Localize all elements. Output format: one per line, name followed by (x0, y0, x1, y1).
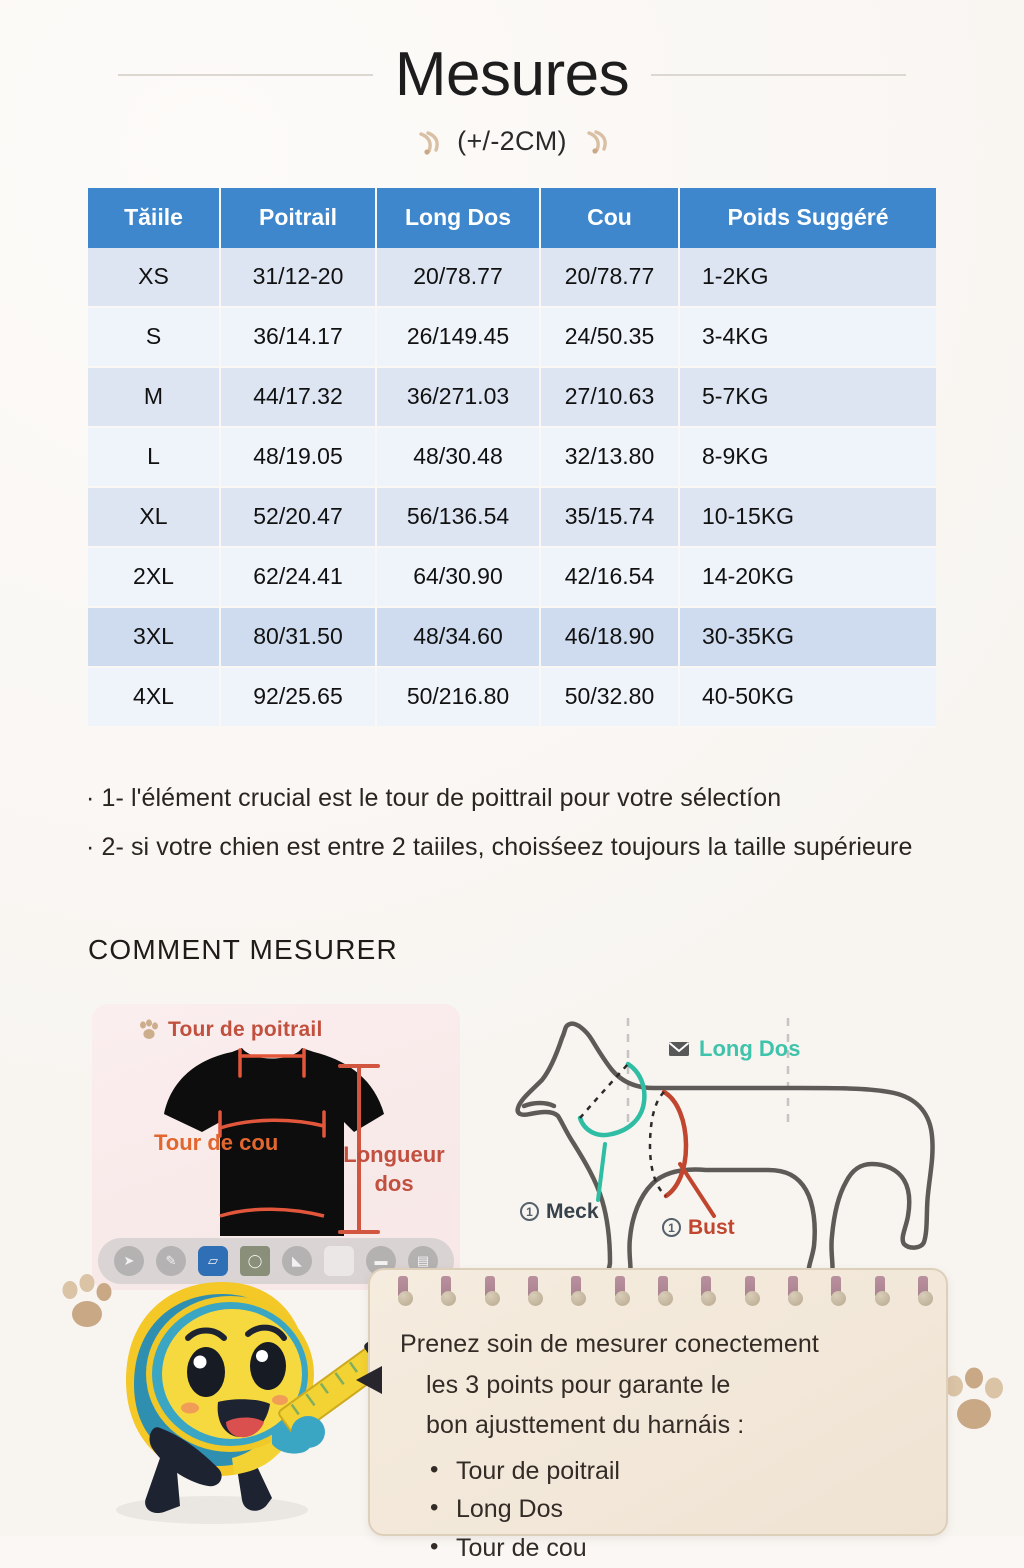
size-table-wrap (88, 188, 936, 728)
col-header-back: Long Dos (376, 188, 540, 248)
col-header-neck: Cou (540, 188, 679, 248)
cell-size: 3XL (88, 607, 220, 667)
cell-back: 50/216.80 (376, 667, 540, 727)
table-header-row (88, 188, 936, 248)
paw-icon (940, 1368, 1010, 1434)
tshirt-diagram (92, 1004, 460, 1290)
cell-size: 4XL (88, 667, 220, 727)
table-row (88, 427, 936, 487)
cell-size: M (88, 367, 220, 427)
col-header-chest: Poitrail (220, 188, 376, 248)
cell-neck: 27/10.63 (540, 367, 679, 427)
swoosh-icon (579, 128, 609, 156)
swoosh-icon (415, 128, 445, 156)
tool-cursor-icon[interactable]: ➤ (114, 1246, 144, 1276)
table-row (88, 607, 936, 667)
cell-chest: 62/24.41 (220, 547, 376, 607)
tshirt-chest-label: Tour de poitrail (168, 1017, 323, 1041)
cell-back: 48/34.60 (376, 607, 540, 667)
cell-back: 26/149.45 (376, 307, 540, 367)
table-row (88, 367, 936, 427)
ring-icon (528, 1276, 538, 1306)
title-rule-right (651, 74, 906, 76)
dog-bust-label-row (662, 1216, 735, 1240)
cell-neck: 42/16.54 (540, 547, 679, 607)
table-row (88, 547, 936, 607)
cell-size: 2XL (88, 547, 220, 607)
table-row (88, 667, 936, 727)
cell-weight: 5-7KG (679, 367, 936, 427)
pencil-icon (356, 1366, 382, 1394)
cell-neck: 50/32.80 (540, 667, 679, 727)
dog-diagram (500, 1004, 964, 1290)
tshirt-neck-label: Tour de cou (154, 1129, 279, 1155)
size-table (88, 188, 936, 728)
tshirt-length-label: Longueur dos (343, 1141, 445, 1197)
list-item: • Tour de poitrail (430, 1452, 920, 1491)
cell-chest: 48/19.05 (220, 427, 376, 487)
tool-brush-icon[interactable]: ✎ (156, 1246, 186, 1276)
col-header-weight: Poids Suggéré (679, 188, 936, 248)
subtitle-row (0, 126, 1024, 157)
cell-chest: 44/17.32 (220, 367, 376, 427)
bottom-section (0, 1256, 1024, 1562)
ring-icon (831, 1276, 841, 1306)
ring-icon (571, 1276, 581, 1306)
marker-one-icon: 1 (520, 1202, 539, 1221)
title-rule-left (118, 74, 373, 76)
cell-chest: 36/14.17 (220, 307, 376, 367)
dog-neck-label-row (520, 1200, 599, 1224)
ring-icon (788, 1276, 798, 1306)
ring-icon (918, 1276, 928, 1306)
list-item: • Tour de cou (430, 1529, 920, 1568)
notepad-card (368, 1268, 948, 1562)
cell-neck: 32/13.80 (540, 427, 679, 487)
cell-weight: 3-4KG (679, 307, 936, 367)
tool-image-icon[interactable]: ◯ (240, 1246, 270, 1276)
cell-weight: 30-35KG (679, 607, 936, 667)
ring-icon (398, 1276, 408, 1306)
cell-back: 36/271.03 (376, 367, 540, 427)
ring-icon (701, 1276, 711, 1306)
cell-weight: 8-9KG (679, 427, 936, 487)
notepad-line-1: Prenez soin de mesurer conectement (400, 1330, 819, 1358)
dog-neck-label: Meck (546, 1199, 599, 1223)
notes-block (86, 774, 1024, 872)
ring-icon (658, 1276, 668, 1306)
notepad-line-2: les 3 points pour garante le (426, 1370, 731, 1399)
tool-fill-icon[interactable]: ◣ (282, 1246, 312, 1276)
note-line-2: · 2- si votre chien est entre 2 taiiles, choisśeez toujours la taille supérieure (86, 832, 913, 861)
notepad-bullet-list (400, 1452, 920, 1568)
notepad-line-3: bon ajusttement du harnáis : (426, 1411, 745, 1439)
cell-size: S (88, 307, 220, 367)
tshirt-chest-label-row (138, 1018, 322, 1042)
dog-back-label: Long Dos (699, 1035, 801, 1061)
note-line-1: · 1- l'élément crucial est le tour de poittrail pour votre sélectíon (86, 784, 782, 812)
tool-eraser-icon[interactable]: ▱ (198, 1246, 228, 1276)
cell-back: 48/30.48 (376, 427, 540, 487)
dog-back-label-row (668, 1036, 800, 1062)
cell-neck: 24/50.35 (540, 307, 679, 367)
page-header (0, 0, 1024, 157)
cell-weight: 14-20KG (679, 547, 936, 607)
ring-icon (441, 1276, 451, 1306)
cell-back: 20/78.77 (376, 248, 540, 307)
cell-weight: 10-15KG (679, 487, 936, 547)
cell-back: 64/30.90 (376, 547, 540, 607)
cell-weight: 1-2KG (679, 248, 936, 307)
envelope-icon (668, 1040, 690, 1057)
cell-back: 56/136.54 (376, 487, 540, 547)
diagrams-row (0, 1004, 1024, 1290)
marker-one-icon: 1 (662, 1218, 681, 1237)
cell-chest: 52/20.47 (220, 487, 376, 547)
tolerance-text: (+/-2CM) (457, 126, 567, 156)
cell-size: L (88, 427, 220, 487)
ring-icon (485, 1276, 495, 1306)
ring-icon (615, 1276, 625, 1306)
notepad-body (370, 1270, 946, 1568)
tool-grid-icon[interactable]: ▤ (408, 1246, 438, 1276)
tool-slider-icon[interactable]: ▬ (366, 1246, 396, 1276)
ring-icon (875, 1276, 885, 1306)
table-row (88, 487, 936, 547)
cell-chest: 80/31.50 (220, 607, 376, 667)
title-row (0, 40, 1024, 109)
tape-measure-mascot (72, 1262, 372, 1534)
cell-neck: 46/18.90 (540, 607, 679, 667)
dog-bust-label: Bust (688, 1215, 735, 1239)
page-title: Mesures (394, 40, 630, 109)
notepad-rings (398, 1276, 928, 1306)
cell-weight: 40-50KG (679, 667, 936, 727)
cell-neck: 20/78.77 (540, 248, 679, 307)
col-header-size: Tăiile (88, 188, 220, 248)
table-row (88, 307, 936, 367)
cell-size: XS (88, 248, 220, 307)
cell-chest: 92/25.65 (220, 667, 376, 727)
cell-size: XL (88, 487, 220, 547)
table-row (88, 248, 936, 307)
paw-icon (138, 1020, 160, 1040)
cell-neck: 35/15.74 (540, 487, 679, 547)
cell-chest: 31/12-20 (220, 248, 376, 307)
ring-icon (745, 1276, 755, 1306)
list-item: • Long Dos (430, 1490, 920, 1529)
how-to-measure-heading: COMMENT MESURER (88, 933, 398, 965)
